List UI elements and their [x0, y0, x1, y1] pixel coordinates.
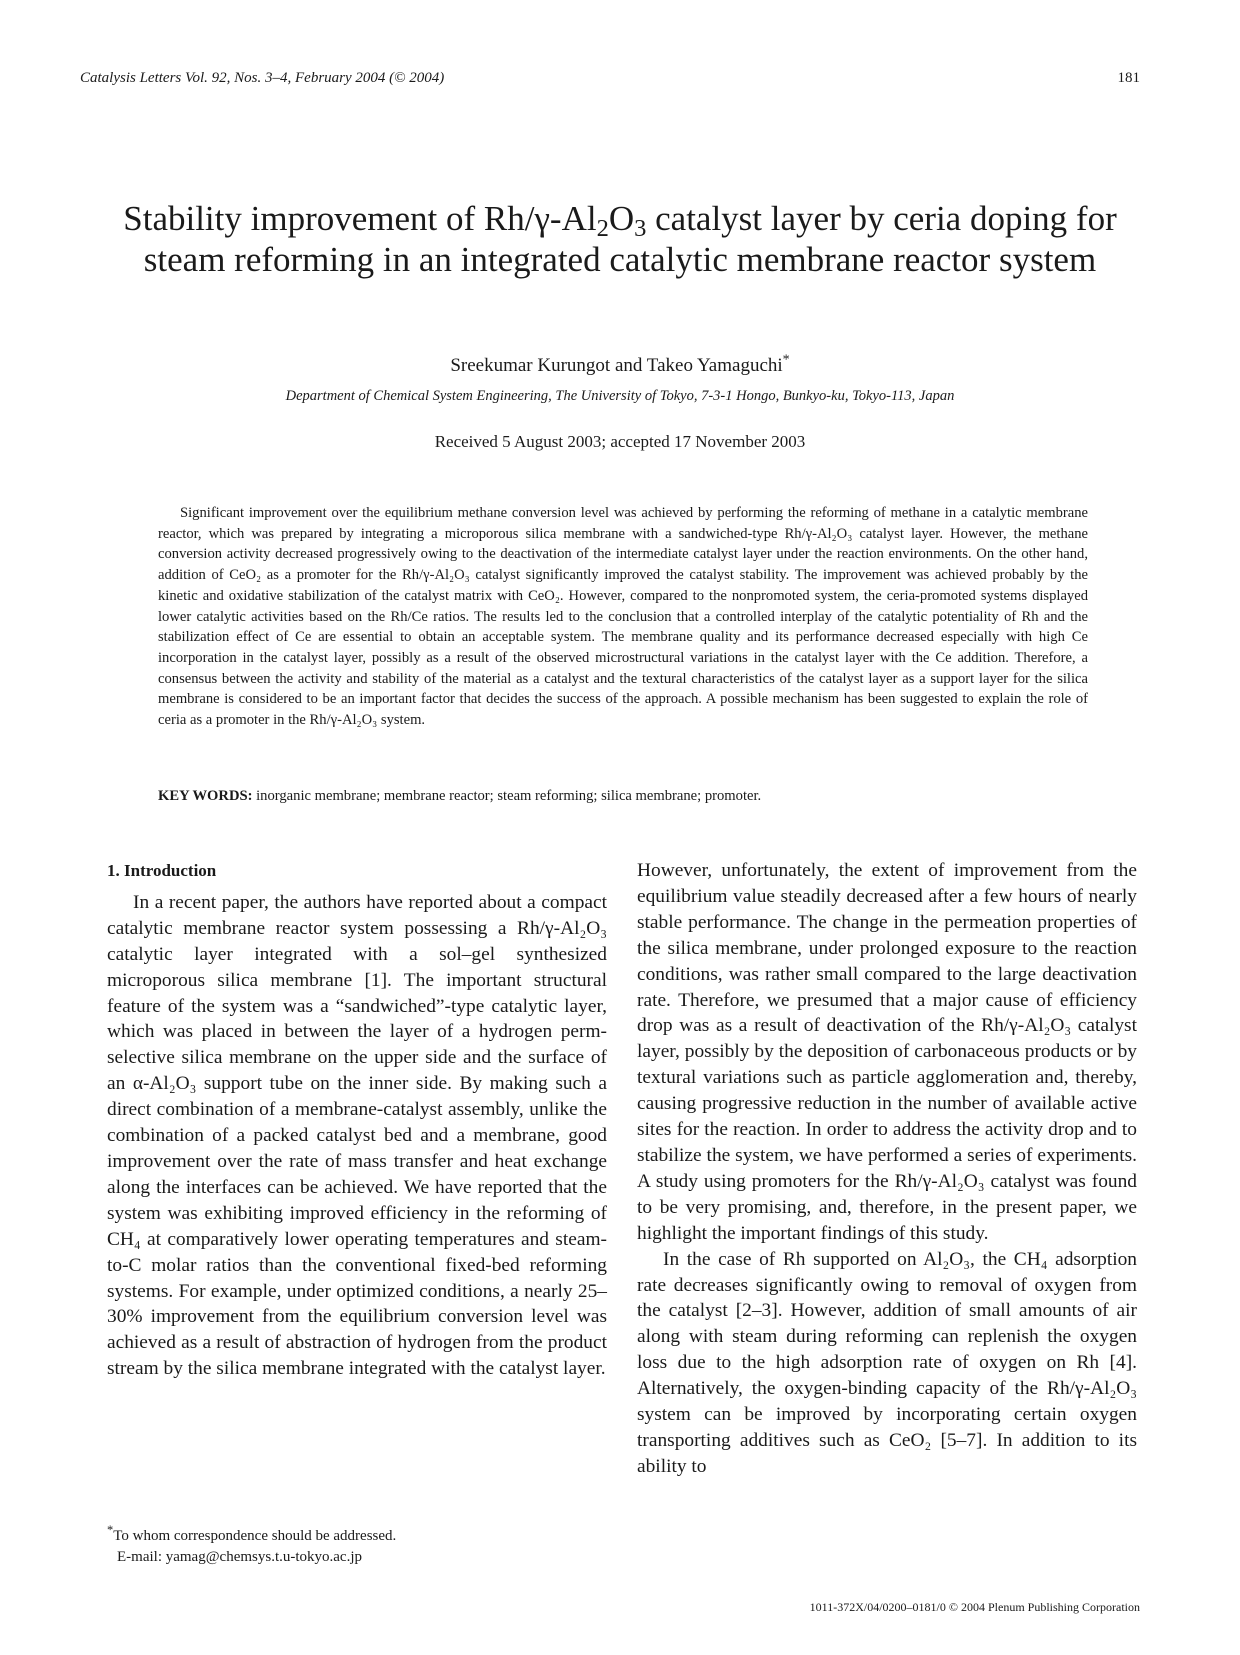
- author-names: Sreekumar Kurungot and Takeo Yamaguchi: [450, 355, 783, 376]
- running-head: Catalysis Letters Vol. 92, Nos. 3–4, February 2004 (© 2004): [80, 70, 445, 86]
- authors: [100, 352, 1140, 377]
- footnote-text: To whom correspondence should be addressed.: [113, 1528, 397, 1544]
- corresponding-author-mark: *: [782, 352, 790, 368]
- publisher-code: 1011-372X/04/0200–0181/0 © 2004 Plenum Publishing Corporation: [809, 1600, 1140, 1614]
- article-title: [100, 198, 1140, 280]
- footnote-email: E-mail: yamag@chemsys.t.u-tokyo.ac.jp: [117, 1549, 363, 1565]
- affiliation: Department of Chemical System Engineering, The University of Tokyo, 7-3-1 Hongo, Bunkyo-ku, Tokyo-113, Japan: [285, 388, 955, 404]
- title-text-2: O: [608, 199, 635, 238]
- intro-paragraph-3: In the case of Rh supported on Al₂O₃, the CH₄ adsorption rate decreases significantly owing to removal of oxygen from the catalyst [2–3]. However, addition of small amounts of air along with steam during reforming can replenish the oxygen loss due to the high adsorption rate of oxygen on Rh [4]. Alternatively, the oxygen-binding capacity of the Rh/γ-Al₂O₃ system can be improved by incorporating certain oxygen transporting additives such as CeO₂ [5–7]. In addition to its ability to: [637, 1248, 1137, 1477]
- footnote: [107, 1523, 397, 1568]
- keywords: [158, 788, 1088, 805]
- right-column: [637, 858, 1137, 1480]
- received-dates: Received 5 August 2003; accepted 17 November 2003: [434, 432, 806, 451]
- page-number: 181: [1117, 70, 1140, 86]
- intro-paragraph-1: In a recent paper, the authors have reported about a compact catalytic membrane reactor system possessing a Rh/γ-Al₂O₃ catalytic layer integrated with a sol–gel synthesized microporous silica membrane [1]. The important structural feature of the system was a “sandwiched”-type catalytic layer, which was placed in between the layer of a hydrogen perm-selective silica membrane on the upper side and the surface of an α-Al₂O₃ support tube on the inner side. By making such a direct combination of a membrane-catalyst assembly, unlike the combination of a packed catalyst bed and a membrane, good improvement over the rate of mass transfer and heat exchange along the interfaces can be achieved. We have reported that the system was exhibiting improved efficiency in the reforming of CH₄ at comparatively lower operating temperatures and steam-to-C molar ratios than the conventional fixed-bed reforming systems. For example, under optimized conditions, a nearly 25–30% improvement from the equilibrium conversion level was achieved as a result of abstraction of hydrogen from the product stream by the silica membrane integrated with the catalyst layer.: [107, 891, 607, 1380]
- section-heading-introduction: 1. Introduction: [107, 861, 217, 880]
- keywords-label: KEY WORDS:: [158, 788, 253, 804]
- title-subscript-2: 3: [634, 215, 647, 243]
- title-subscript-1: 2: [596, 215, 609, 243]
- keywords-list: inorganic membrane; membrane reactor; steam reforming; silica membrane; promoter.: [256, 788, 762, 804]
- title-text-3: catalyst layer by ceria doping for steam reforming in an integrated catalytic membrane reactor system: [143, 199, 1117, 279]
- footnote-mark: *: [107, 1523, 114, 1537]
- left-column: [107, 858, 607, 1382]
- abstract: Significant improvement over the equilibrium methane conversion level was achieved by performing the reforming of methane in a catalytic membrane reactor, which was prepared by integrating a microporous silica membrane with a sandwiched-type Rh/γ-Al₂O₃ catalyst layer. However, the methane conversion activity decreased progressively owing to the deactivation of the intermediate catalyst layer under the reaction environments. On the other hand, addition of CeO₂ as a promoter for the Rh/γ-Al₂O₃ catalyst significantly improved the catalyst stability. The improvement was achieved probably by the kinetic and oxidative stabilization of the catalyst matrix with CeO₂. However, compared to the nonpromoted system, the ceria-promoted systems displayed lower catalytic activities based on the Rh/Ce ratios. The results led to the conclusion that a controlled interplay of the catalytic potentiality of Rh and the stabilization effect of Ce are essential to obtain an acceptable system. The membrane quality and its performance decreased especially with high Ce incorporation in the catalyst layer, possibly as a result of the observed microstructural variations in the catalyst layer with the Ce addition. Therefore, a consensus between the activity and stability of the material as a catalyst and the textural characteristics of the catalyst layer as a support layer for the silica membrane is considered to be an important factor that decides the success of the approach. A possible mechanism has been suggested to explain the role of ceria as a promoter in the Rh/γ-Al₂O₃ system.: [158, 505, 1088, 729]
- intro-paragraph-2: However, unfortunately, the extent of improvement from the equilibrium value steadily decreased after a few hours of nearly stable performance. The change in the permeation properties of the silica membrane, under prolonged exposure to the reaction conditions, was rather small compared to the large deactivation rate. Therefore, we presumed that a major cause of efficiency drop was as a result of deactivation of the Rh/γ-Al₂O₃ catalyst layer, possibly by the deposition of carbonaceous products or by textural variations such as particle agglomeration and, thereby, causing progressive reduction in the number of available active sites for the reaction. In order to address the activity drop and to stabilize the system, we have performed a series of experiments. A study using promoters for the Rh/γ-Al₂O₃ catalyst was found to be very promising, and, therefore, in the present paper, we highlight the important findings of this study.: [637, 860, 1137, 1244]
- title-text-1: Stability improvement of Rh/γ-Al: [123, 199, 597, 238]
